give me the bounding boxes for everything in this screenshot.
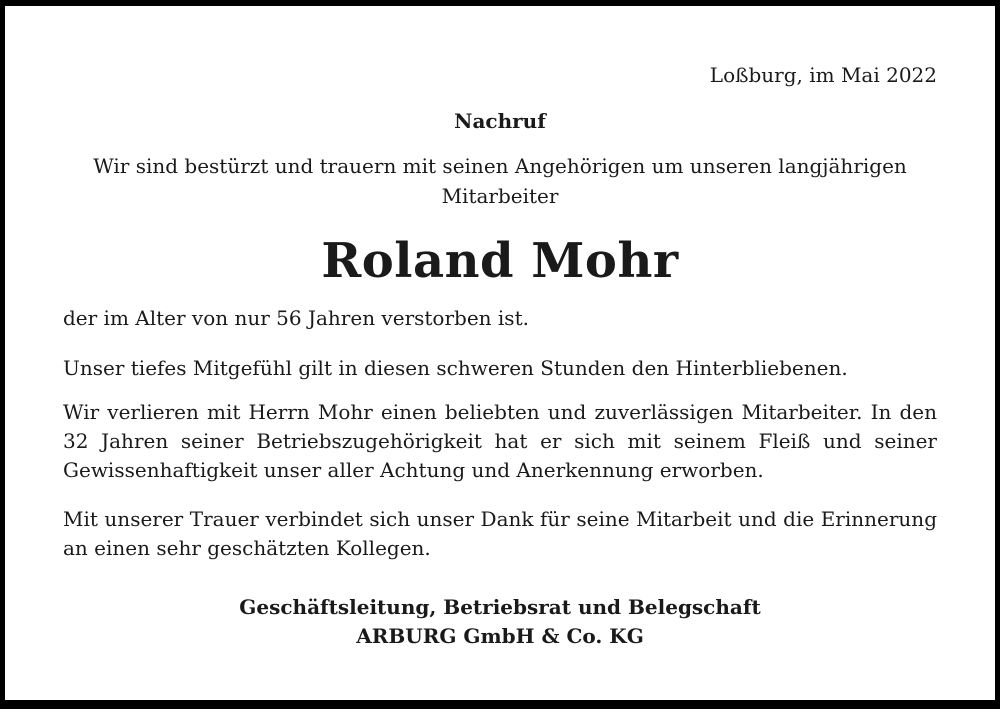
tribute-paragraph: Wir verlieren mit Herrn Mohr einen beliebten und zuverlässigen Mitarbeiter. In den 32 Jahren seiner Betriebszugehörigkeit hat er sich mit seinem Fleiß und seiner Gewissenhaftigkeit unser aller Achtung und Anerkennung erworben.: [63, 400, 937, 482]
thanks-paragraph: Mit unserer Trauer verbindet sich unser Dank für seine Mitarbeit und die Erinnerung an einen sehr geschätzten Kollegen.: [63, 507, 937, 560]
obituary-notice: [63, 0, 937, 700]
signature-line-company: ARBURG GmbH & Co. KG: [356, 624, 644, 648]
signature-line-groups: Geschäftsleitung, Betriebsrat und Belegschaft: [239, 595, 761, 619]
deceased-name: Roland Mohr: [321, 233, 679, 289]
place-date: Loßburg, im Mai 2022: [709, 63, 937, 87]
intro-text: Wir sind bestürzt und trauern mit seinen Angehörigen um unseren langjährigen Mitarbeiter: [93, 154, 907, 208]
sympathy-paragraph: Unser tiefes Mitgefühl gilt in diesen schweren Stunden den Hinterbliebenen.: [63, 356, 848, 380]
notice-heading: Nachruf: [454, 109, 546, 133]
signature-block: [63, 593, 937, 651]
age-line: der im Alter von nur 56 Jahren verstorben ist.: [63, 306, 529, 330]
